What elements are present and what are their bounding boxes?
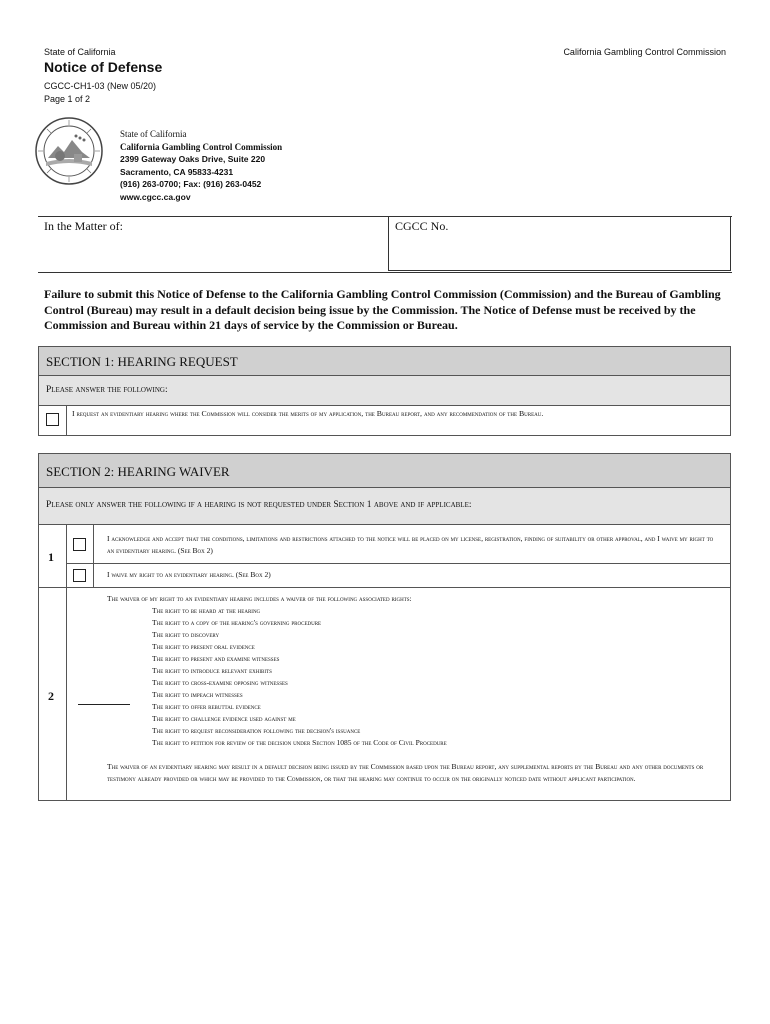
box2-number: 2 [48,689,54,703]
waive-hearing-text: I waive my right to an evidentiary hearing. (See Box 2) [107,570,271,579]
waive-hearing-checkbox[interactable] [73,569,86,582]
section2-header: SECTION 2: HEARING WAIVER [38,453,731,488]
hearing-request-text: I request an evidentiary hearing where the Commission will consider the merits of my application, the Bureau report, and any recommendation of the Bureau. [72,409,544,418]
right-item: The right to present oral evidence [152,642,255,651]
commission-label: California Gambling Control Commission [563,47,726,57]
accept-conditions-checkbox[interactable] [73,538,86,551]
in-matter-label: In the Matter of: [44,219,123,233]
section2-instruction: Please only answer the following if a hearing is not requested under Section 1 above and if applicable: [38,488,731,524]
right-item: The right to be heard at the hearing [152,606,261,615]
agency-block [120,128,282,203]
right-item: The right to petition for review of the decision under Section 1085 of the Code of Civil Procedure [152,738,447,747]
right-item: The right to request reconsideration following the decision's issuance [152,726,361,735]
default-warning: Failure to submit this Notice of Defense to the California Gambling Control Commission (Commission) and the Bureau of Gambling Control (Bureau) may result in a default decision being issue by the Commission. The Notice of Defense must be received by the Commission and Bureau within 21 days of service by the Commission or Bureau. [44,287,721,332]
accept-conditions-text: I acknowledge and accept that the conditions, limitations and restrictions attached to the notice will be placed on my license, registration, finding of suitability or other approval, and I waive my right to an evidentiary hearing. (See Box 2) [107,534,714,555]
agency-state: State of California [120,129,187,139]
page-number: Page 1 of 2 [44,94,91,104]
agency-name: California Gambling Control Commission [120,141,283,152]
state-seal-icon [34,116,104,186]
agency-website: www.cgcc.ca.gov [120,191,191,202]
right-item: The right to challenge evidence used against me [152,714,296,723]
right-item: The right to introduce relevant exhibits [152,666,272,675]
right-item: The right to discovery [152,630,220,639]
right-item: The right to offer rebuttal evidence [152,702,261,711]
right-item: The right to cross-examine opposing witnesses [152,678,288,687]
state-label: State of California [44,47,116,57]
box1-number: 1 [48,550,54,564]
agency-phone: (916) 263-0700; Fax: (916) 263-0452 [120,179,262,189]
right-item: The right to present and examine witnesses [152,654,280,663]
waiver-intro: The waiver of my right to an evidentiary hearing includes a waiver of the following associated rights: [107,594,412,603]
hearing-request-checkbox[interactable] [46,413,59,426]
agency-city: Sacramento, CA 95833-4231 [120,166,234,177]
rights-list [152,605,712,749]
section1-instruction: Please answer the following: [38,376,731,405]
page-title: Notice of Defense [44,59,163,75]
agency-address: 2399 Gateway Oaks Drive, Suite 220 [120,154,266,164]
waiver-closing: The waiver of an evidentiary hearing may result in a default decision being issued by the Commission based upon the Bureau report, any supplemental reports by the Bureau and any other documents or testimony already provided or which may be provided to the Commission, or that the hearing may continue to occur on the originally noticed date without applicant participation. [107,762,704,783]
right-item: The right to a copy of the hearing's governing procedure [152,618,322,627]
initials-line[interactable] [78,704,130,705]
right-item: The right to impeach witnesses [152,690,243,699]
section1-header: SECTION 1: HEARING REQUEST [38,346,731,376]
cgcc-number-label: CGCC No. [395,219,449,233]
form-id: CGCC-CH1-03 (New 05/20) [44,81,157,91]
